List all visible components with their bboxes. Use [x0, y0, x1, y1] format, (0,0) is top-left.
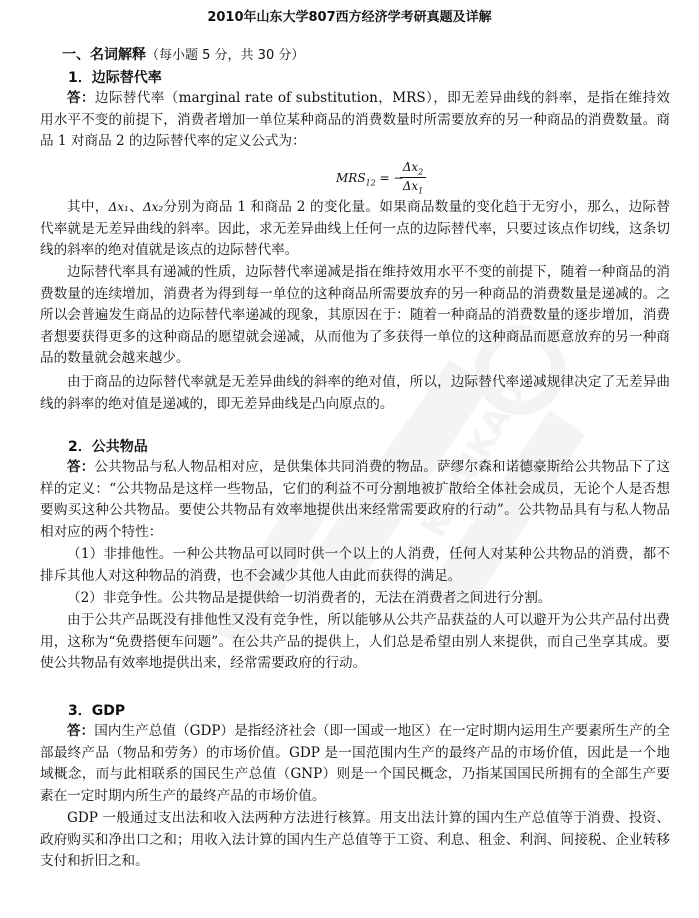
- q2-heading: 2．公共物品: [68, 439, 148, 455]
- q1-paragraph-1: [40, 88, 670, 153]
- q1-paragraph-2: [40, 197, 670, 262]
- q3-heading: 3．GDP: [68, 703, 126, 719]
- denominator-sub: 1: [418, 186, 424, 196]
- svg-text:KUAIKAO: KUAIKAO: [413, 374, 535, 545]
- denominator-text: Δx: [402, 179, 419, 194]
- section-label: 一、名词解释: [62, 47, 146, 63]
- section-heading: [62, 44, 304, 64]
- formula-denominator: [400, 178, 426, 195]
- section-note: （每小题 5 分，共 30 分）: [146, 48, 305, 63]
- q2-paragraph-1: [40, 457, 670, 543]
- delta-x1-symbol: Δx₁: [108, 200, 129, 214]
- q1-heading: 1．边际替代率: [68, 70, 162, 86]
- answer-label: 答：: [67, 723, 95, 739]
- formula-eq: = −: [379, 171, 404, 185]
- numerator-sub: 2: [418, 167, 424, 177]
- q3-paragraph-2: GDP 一般通过支出法和收入法两种方法进行核算。用支出法计算的国内生产总值等于消费、投资、政府购买和净出口之和；用收入法计算的国内生产总值等于工资、利息、租金、利润、间接税、企业转移支付和折旧之和。: [40, 810, 670, 870]
- numerator-text: Δx: [402, 160, 419, 174]
- q3-paragraph-1: [40, 721, 670, 807]
- q3-text-1: 国内生产总值（GDP）是指经济社会（即一国或一地区）在一定时期内运用生产要素所生产的全部最终产品（物品和劳务）的市场价值。GDP 是一国范围内生产的最终产品的市场价值，因此是一个地域概念，而与此相联系的国民生产总值（GNP）则是一个国民概念，乃指某国国民所拥有的全部生产要素在一定时期内所生产的最终产品的市场价值。: [40, 723, 671, 804]
- formula-numerator: [400, 160, 426, 178]
- formula-lhs: [336, 171, 404, 187]
- answer-label: 答：: [67, 459, 95, 475]
- q1-text-2a: 其中，: [67, 199, 109, 215]
- document-title: 2010年山东大学807西方经济学考研真题及详解: [207, 10, 492, 25]
- q1-text-1: 边际替代率（marginal rate of substitution，MRS），即无差异曲线的斜率，是指在维持效用水平不变的前提下，消费者增加一单位某种商品的消费数量时所需要放弃的另一种商品的消费数量。商品 1 对商品 2 的边际替代率的定义公式为：: [40, 90, 671, 150]
- formula-mrs-sub: 12: [365, 178, 376, 188]
- delta-x2-symbol: Δx₂: [142, 200, 164, 214]
- q2-paragraph-2: （1）非排他性。一种公共物品可以同时供一个以上的人消费，任何人对某种公共物品的消费，都不排斥其他人对这种物品的消费，也不会减少其他人由此而获得的满足。: [40, 546, 670, 584]
- q1-paragraph-4: 由于商品的边际替代率就是无差异曲线的斜率的绝对值，所以，边际替代率递减规律决定了无差异曲线的斜率的绝对值是递减的，即无差异曲线是凸向原点的。: [40, 374, 670, 412]
- q1-text-sep: 、: [128, 199, 143, 215]
- formula-mrs: MRS: [336, 171, 366, 185]
- q1-paragraph-3: 边际替代率具有递减的性质，边际替代率递减是指在维持效用水平不变的前提下，随着一种商品的消费数量的连续增加，消费者为得到每一单位的这种商品所需要放弃的另一种商品的消费数量是递减的。之所以会普遍发生商品的边际替代率递减的现象，其原因在于：随着一种商品的消费数量的逐步增加，消费者想要获得更多的这种商品的愿望就会递减，从而他为了多获得一单位的这种商品而愿意放弃的另一种商品的数量就会越来越少。: [40, 264, 670, 367]
- formula-fraction: [400, 160, 426, 196]
- q2-paragraph-3: （2）非竞争性。公共物品是提供给一切消费者的，无法在消费者之间进行分割。: [67, 590, 552, 606]
- q2-paragraph-4: 由于公共产品既没有排他性又没有竞争性，所以能够从公共产品获益的人可以避开为公共产品付出费用，这称为“免费搭便车问题”。在公共产品的提供上，人们总是希望由别人来提供，而自己坐享其成。要使公共物品有效率地提供出来，经常需要政府的行动。: [40, 612, 670, 672]
- q1-text-2b: 分别为商品 1 和商品 2 的变化量。如果商品数量的变化趋于无穷小，那么，边际替代率就是无差异曲线的斜率。因此，求无差异曲线上任何一点的边际替代率，只要过该点作切线，这条切线的斜率的绝对值就是该点的边际替代率。: [40, 199, 670, 259]
- answer-label: 答：: [67, 90, 95, 106]
- q2-text-1: 公共物品与私人物品相对应，是供集体共同消费的物品。萨缪尔森和诺德豪斯给公共物品下了这样的定义：“公共物品是这样一些物品，它们的利益不可分割地被扩散给全体社会成员，无论个人是否想要购买这种公共物品。要使公共物品有效率地提供出来经常需要政府的行动”。公共物品具有与私人物品相对应的两个特性：: [40, 459, 671, 540]
